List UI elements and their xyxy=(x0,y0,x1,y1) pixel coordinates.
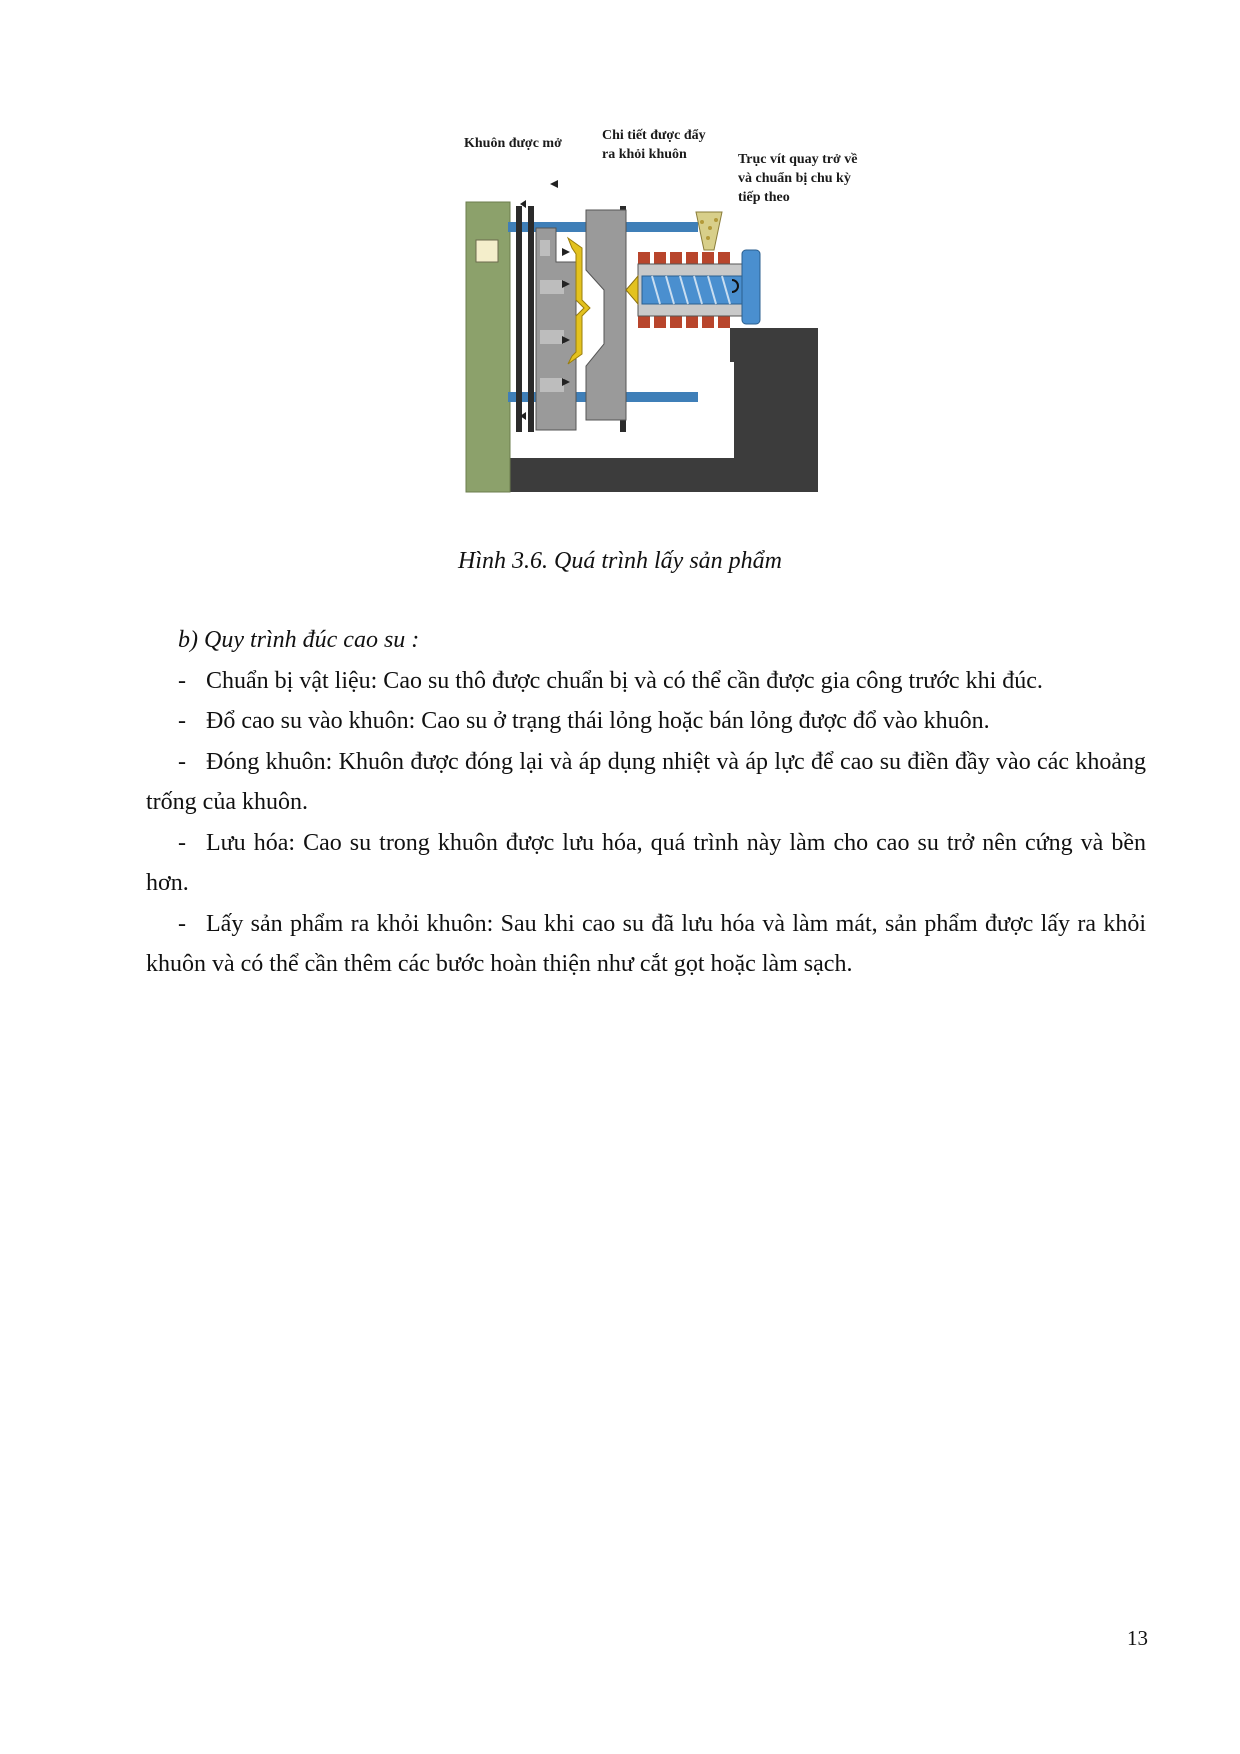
molding-machine-diagram xyxy=(460,130,880,500)
page-number: 13 xyxy=(1127,1626,1148,1650)
list-item-text: Đổ cao su vào khuôn: Cao su ở trạng thái lỏng hoặc bán lỏng được đổ vào khuôn. xyxy=(206,708,990,734)
list-item: - Lưu hóa: Cao su trong khuôn được lưu hóa, quá trình này làm cho cao su trở nên cứng và bền hơn. xyxy=(146,829,1146,896)
list-item: - Đổ cao su vào khuôn: Cao su ở trạng thái lỏng hoặc bán lỏng được đổ vào khuôn. xyxy=(178,708,990,734)
mold-half-left xyxy=(536,228,576,430)
list-item-text: Chuẩn bị vật liệu: Cao su thô được chuẩn bị và có thể cần được gia công trước khi đúc. xyxy=(206,667,1043,694)
list-item-text: Lấy sản phẩm ra khỏi khuôn: Sau khi cao su đã lưu hóa và làm mát, sản phẩm được lấy ra khỏi khuôn và có thể cần thêm các bước hoàn thiện như cắt gọt hoặc làm sạch. xyxy=(146,910,1146,977)
list-item: - Chuẩn bị vật liệu: Cao su thô được chuẩn bị và có thể cần được gia công trước khi đúc. xyxy=(178,667,1043,694)
screw-drive xyxy=(742,250,760,324)
list-item-text: Đóng khuôn: Khuôn được đóng lại và áp dụng nhiệt và áp lực để cao su điền đầy vào các khoảng trống của khuôn. xyxy=(146,748,1146,815)
label-part-ejected: Chi tiết được đẩy ra khỏi khuôn xyxy=(602,128,706,162)
injection-molding-figure xyxy=(460,130,880,500)
machine-frame-right xyxy=(730,328,818,492)
label-screw-return: Trục vít quay trở về và chuẩn bị chu kỳ tiếp theo xyxy=(738,152,858,205)
figure-caption: Hình 3.6. Quá trình lấy sản phẩm xyxy=(458,548,782,574)
mold-half-right xyxy=(586,210,626,420)
nozzle xyxy=(626,276,638,304)
list-item: - Đóng khuôn: Khuôn được đóng lại và áp dụng nhiệt và áp lực để cao su điền đầy vào các khoảng trống của khuôn. xyxy=(146,748,1146,815)
list-item-text: Lưu hóa: Cao su trong khuôn được lưu hóa, quá trình này làm cho cao su trở nên cứng và bền hơn. xyxy=(146,829,1146,896)
label-mold-open: Khuôn được mở xyxy=(464,136,562,151)
section-title: b) Quy trình đúc cao su : xyxy=(178,627,420,653)
hopper xyxy=(696,212,722,250)
list-item: - Lấy sản phẩm ra khỏi khuôn: Sau khi cao su đã lưu hóa và làm mát, sản phẩm được lấy ra khỏi khuôn và có thể cần thêm các bước hoàn thiện như cắt gọt hoặc làm sạch. xyxy=(146,910,1146,977)
platen-window xyxy=(476,240,498,262)
section-content xyxy=(146,620,1146,985)
